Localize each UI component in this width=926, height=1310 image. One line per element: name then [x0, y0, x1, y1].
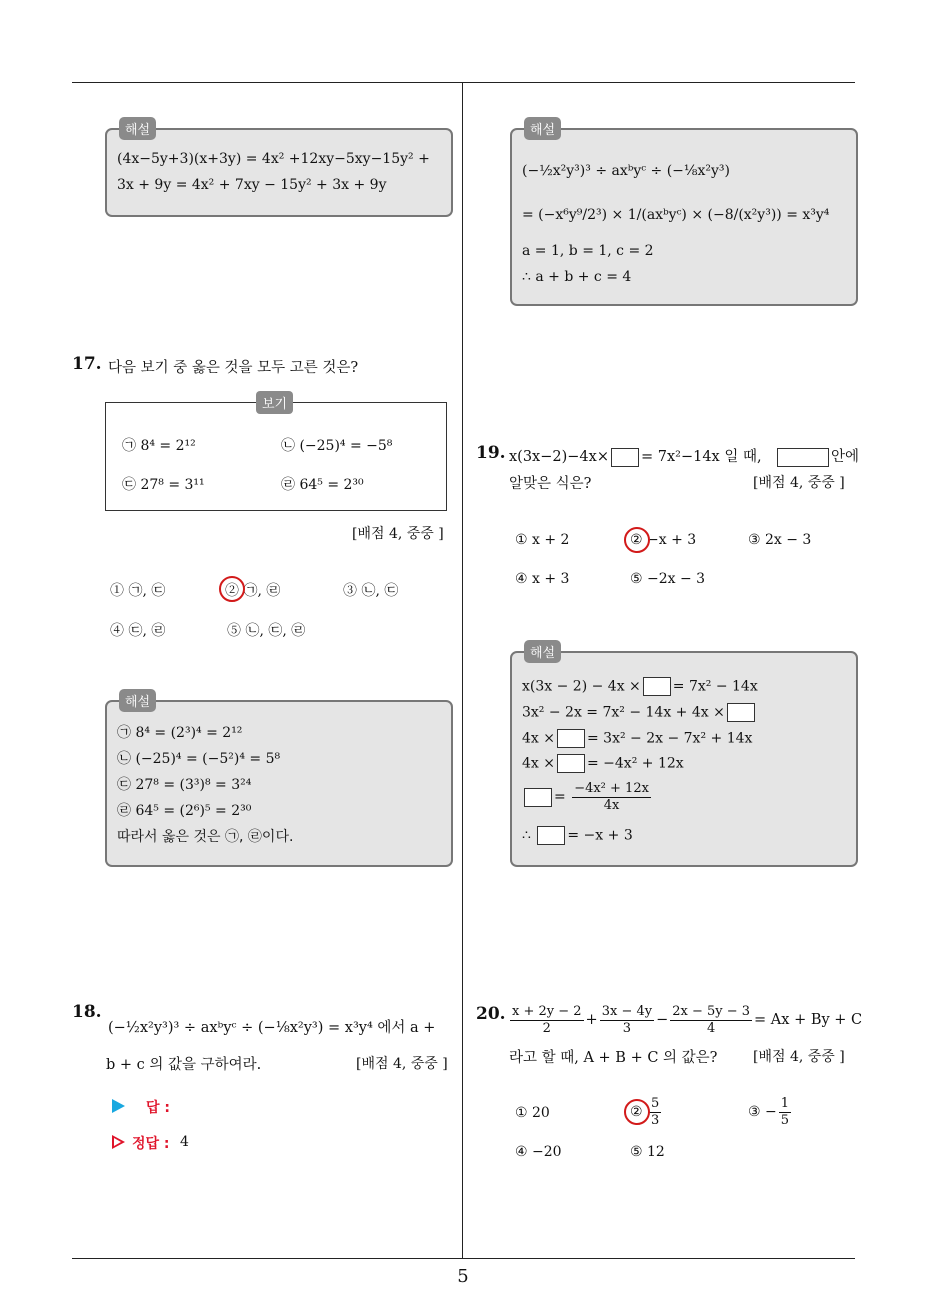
answer-option[interactable]: ⑤ −2x − 3	[630, 571, 706, 587]
fraction	[510, 1004, 584, 1036]
answer-option[interactable]: ① x + 2	[515, 532, 570, 548]
answer-option[interactable]: ② ㉠, ㉣	[225, 583, 281, 599]
question-text: 안에	[831, 449, 860, 465]
selected-answer-circle	[624, 527, 650, 553]
correct-value: 4	[180, 1134, 189, 1150]
solution-tag: 해설	[119, 117, 156, 140]
question-number: 18.	[72, 1002, 102, 1022]
fraction-numerator: 1	[780, 1096, 790, 1111]
solution-tag: 해설	[524, 640, 561, 663]
bogi-item: ㉢ 27⁸ = 3¹¹	[122, 477, 205, 493]
blank-box	[557, 729, 585, 748]
solution-tag: 해설	[119, 689, 156, 712]
blank-box	[643, 677, 671, 696]
answer-option[interactable]: ③ ㉡, ㉢	[343, 583, 399, 599]
fraction-denominator: 4	[707, 1020, 716, 1036]
bottom-rule	[72, 1258, 855, 1259]
bogi-item: ㉡ (−25)⁴ = −5⁸	[281, 438, 393, 454]
score-label: [배점 4, 중중 ]	[753, 1049, 845, 1065]
fraction-denominator: 2	[542, 1020, 551, 1036]
question-text: b + c 의 값을 구하여라.	[106, 1057, 262, 1073]
solution-line	[522, 729, 752, 748]
fraction	[572, 781, 651, 813]
solution-text: x(3x − 2) − 4x ×	[522, 678, 641, 695]
fraction-numerator: 5	[651, 1096, 660, 1111]
equation-rhs: = Ax + By + C	[754, 1012, 863, 1029]
answer-option[interactable]: ⑤ 12	[630, 1144, 665, 1160]
blank-box	[777, 448, 829, 467]
solution-line: ㉡ (−25)⁴ = (−5²)⁴ = 5⁸	[117, 751, 281, 767]
selected-answer-circle	[219, 576, 245, 602]
fraction-numerator: 3x − 4y	[601, 1004, 653, 1019]
question-text-line	[509, 445, 762, 467]
question-number: 19.	[476, 443, 506, 463]
solution-line	[522, 781, 653, 813]
answer-option[interactable]: ① 20	[515, 1105, 550, 1121]
solution-line: ∴ a + b + c = 4	[522, 269, 632, 285]
solution-text: ∴	[522, 827, 531, 844]
fraction-denominator: 3	[651, 1112, 660, 1128]
solution-line	[522, 754, 684, 773]
column-divider	[462, 83, 463, 1258]
fraction	[649, 1096, 661, 1128]
answer-option[interactable]: ⑤ ㉡, ㉢, ㉣	[227, 623, 306, 639]
blank-box	[524, 788, 552, 807]
solution-line: ㉢ 27⁸ = (3³)⁸ = 3²⁴	[117, 777, 252, 793]
question-text: 다음 보기 중 옳은 것을 모두 고른 것은?	[108, 360, 359, 376]
page-number: 5	[457, 1266, 469, 1287]
score-label: [배점 4, 중중 ]	[753, 475, 845, 491]
solution-line: (4x−5y+3)(x+3y) = 4x² +12xy−5xy−15y² +	[117, 151, 430, 167]
question-text: 라고 할 때, A + B + C 의 값은?	[509, 1050, 718, 1066]
option-marker: ②	[630, 1104, 643, 1121]
option-marker: ③ −	[748, 1104, 777, 1121]
question-text: (−½x²y³)³ ÷ axᵇyᶜ ÷ (−⅛x²y³) = x³y⁴ 에서 a +	[108, 1020, 436, 1036]
solution-text: 3x² − 2x = 7x² − 14x + 4x ×	[522, 704, 725, 721]
fraction	[670, 1004, 752, 1036]
fraction-numerator: −4x² + 12x	[574, 781, 649, 796]
score-label: [배점 4, 중중 ]	[352, 526, 444, 542]
blank-box	[727, 703, 755, 722]
solution-line: = (−x⁶y⁹/2³) × 1/(axᵇyᶜ) × (−8/(x²y³)) = x³y⁴	[522, 207, 830, 223]
question-text-line	[775, 445, 859, 467]
score-label: [배점 4, 중중 ]	[356, 1056, 448, 1072]
solution-line	[522, 826, 633, 845]
answer-option[interactable]	[748, 1096, 793, 1128]
fraction-denominator: 3	[622, 1020, 632, 1036]
solution-text: = −4x² + 12x	[586, 755, 684, 772]
top-rule	[72, 82, 855, 83]
solution-line: ㉣ 64⁵ = (2⁶)⁵ = 2³⁰	[117, 803, 252, 819]
solution-text: = 7x² − 14x	[672, 678, 758, 695]
question-text: x(3x−2)−4x×	[509, 449, 609, 465]
selected-answer-circle	[624, 1099, 650, 1125]
solution-text: 4x ×	[522, 730, 555, 747]
bogi-item: ㉠ 8⁴ = 2¹²	[122, 438, 196, 454]
question-number: 17.	[72, 354, 102, 374]
blank-box	[557, 754, 585, 773]
question-equation: $\frac{x + 2y - 2}{2}$ + $\frac{3x - 4y}{3}$ − $\frac{2x - 5y - 3}{4}$ = Ax + By + C	[512, 1004, 863, 1036]
solution-line: (−½x²y³)³ ÷ axᵇyᶜ ÷ (−⅛x²y³)	[522, 163, 730, 179]
answer-arrow-icon	[112, 1099, 125, 1113]
answer-option[interactable]: ③ 2x − 3	[748, 532, 812, 548]
solution-line: 3x + 9y = 4x² + 7xy − 15y² + 3x + 9y	[117, 177, 387, 193]
solution-text: = 3x² − 2x − 7x² + 14x	[586, 730, 753, 747]
blank-box	[537, 826, 565, 845]
solution-box-16	[105, 128, 453, 217]
solution-line	[522, 703, 757, 722]
fraction-numerator: x + 2y − 2	[512, 1004, 582, 1019]
bogi-box	[105, 402, 447, 511]
fraction	[779, 1096, 791, 1128]
solution-line: a = 1, b = 1, c = 2	[522, 243, 654, 259]
correct-label: 정답 :	[132, 1136, 170, 1152]
answer-option[interactable]: ① ㉠, ㉢	[110, 583, 166, 599]
solution-tag: 해설	[524, 117, 561, 140]
answer-label: 답 :	[146, 1100, 170, 1116]
bogi-item: ㉣ 64⁵ = 2³⁰	[281, 477, 364, 493]
answer-option[interactable]: ④ x + 3	[515, 571, 570, 587]
question-text: = 7x²−14x 일 때,	[640, 449, 762, 465]
solution-text: = −x + 3	[567, 827, 633, 844]
solution-line	[522, 677, 758, 696]
solution-line: 따라서 옳은 것은 ㉠, ㉣이다.	[117, 829, 294, 845]
question-number: 20.	[476, 1004, 506, 1024]
solution-text: =	[554, 789, 566, 806]
answer-option[interactable]: ② −x + 3	[630, 532, 697, 548]
bogi-tag: 보기	[256, 391, 293, 414]
fraction-denominator: 5	[780, 1112, 790, 1128]
answer-option[interactable]: ④ −20	[515, 1144, 562, 1160]
answer-option[interactable]: ④ ㉢, ㉣	[110, 623, 166, 639]
fraction-denominator: 4x	[603, 797, 620, 813]
blank-box	[611, 448, 639, 467]
fraction-numerator: 2x − 5y − 3	[672, 1004, 751, 1019]
fraction	[600, 1004, 654, 1036]
solution-line: ㉠ 8⁴ = (2³)⁴ = 2¹²	[117, 725, 243, 741]
question-text: 알맞은 식은?	[509, 476, 592, 492]
solution-text: 4x ×	[522, 755, 555, 772]
correct-arrow-icon	[112, 1135, 125, 1149]
